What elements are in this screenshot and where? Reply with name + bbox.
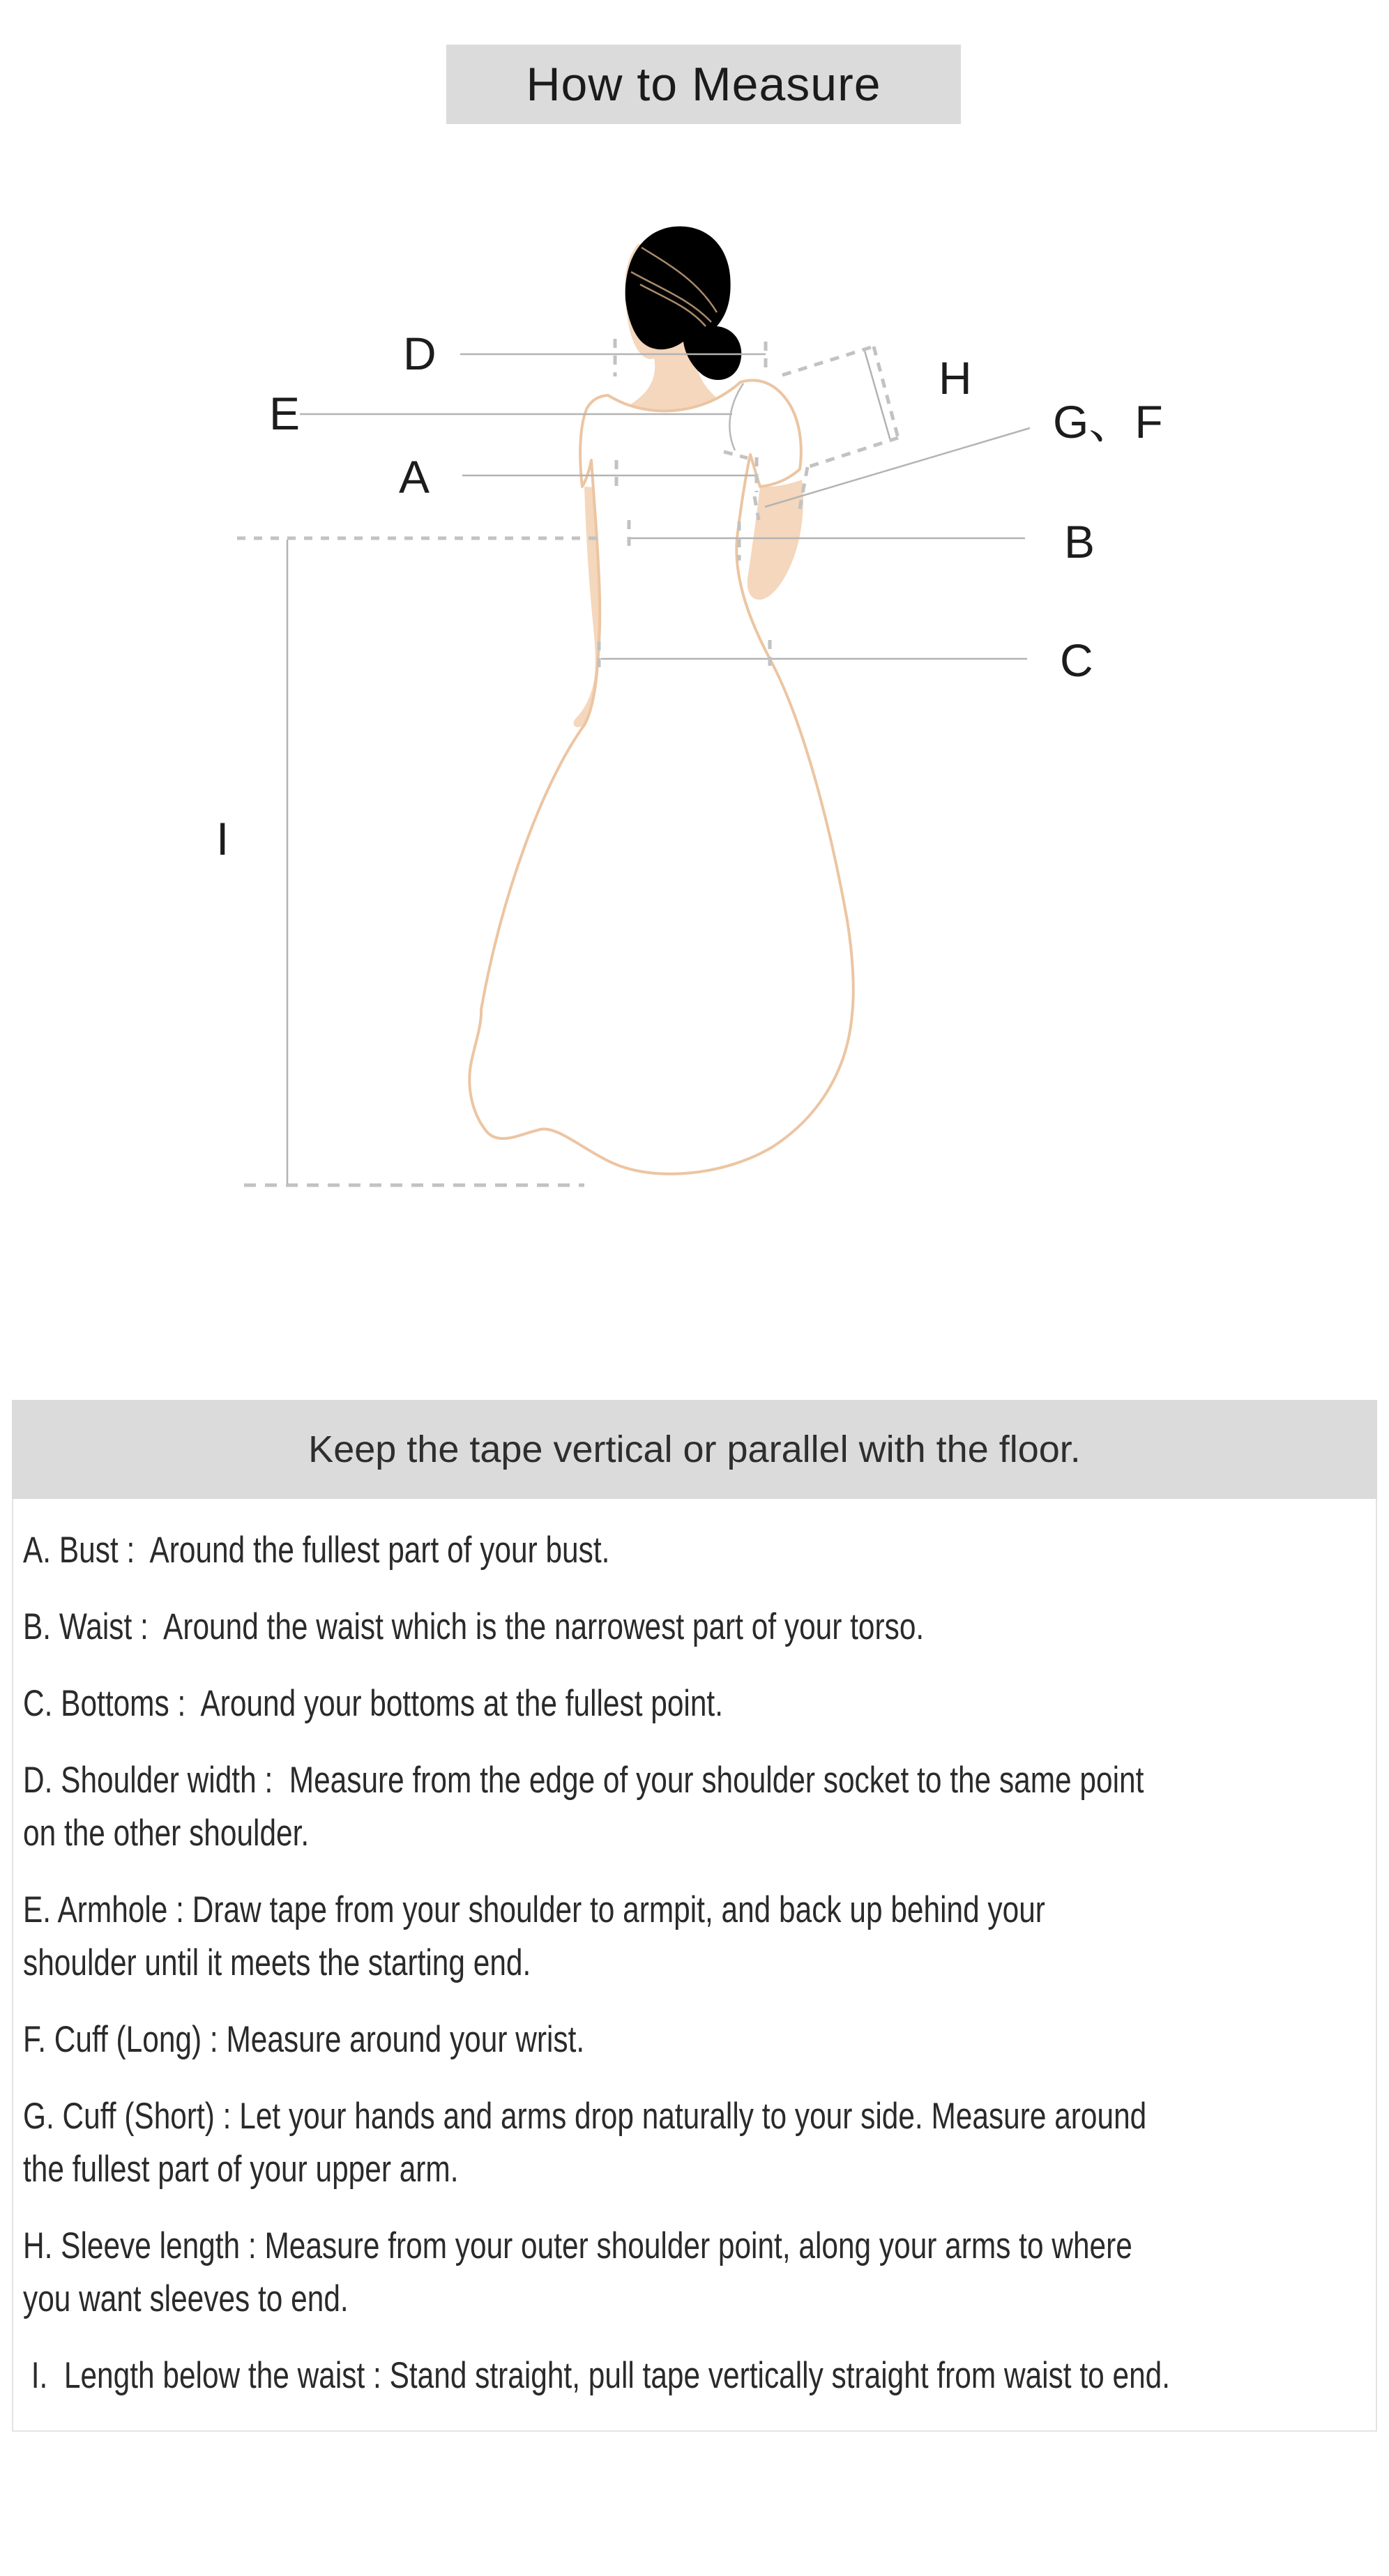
measurement-figure-illustration — [0, 0, 1389, 1227]
page-title: How to Measure — [526, 58, 881, 111]
measurement-instructions — [12, 1400, 1377, 2432]
measure-item-length-below-waist: I. Length below the waist : Stand straight, pull tape vertically straight from waist to end. — [23, 2355, 1171, 2396]
measure-item-bottoms: C. Bottoms : Around your bottoms at the fullest point. — [23, 1683, 723, 1724]
label-G-F: G、F — [1053, 396, 1163, 448]
measure-item-shoulder-width: D. Shoulder width : Measure from the edge of your shoulder socket to the same point on the other shoulder. — [23, 1760, 1144, 1854]
label-A: A — [399, 451, 430, 503]
label-E: E — [269, 388, 301, 439]
measure-item-waist: B. Waist : Around the waist which is the narrowest part of your torso. — [23, 1606, 925, 1647]
label-I: I — [216, 813, 229, 864]
instruction-header-bar — [12, 1400, 1377, 1499]
measure-item-armhole: E. Armhole : Draw tape from your shoulder to armpit, and back up behind your shoulder until it meets the starting end. — [23, 1889, 1045, 1983]
label-C: C — [1060, 634, 1093, 686]
measure-item-cuff-long: F. Cuff (Long) : Measure around your wrist. — [23, 2019, 585, 2060]
measure-item-cuff-short: G. Cuff (Short) : Let your hands and arms drop naturally to your side. Measure around the fullest part of your upper arm. — [23, 2096, 1147, 2190]
label-B: B — [1064, 516, 1095, 567]
label-D: D — [403, 328, 437, 379]
measure-item-sleeve-length: H. Sleeve length : Measure from your outer shoulder point, along your arms to where you want sleeves to end. — [23, 2225, 1132, 2319]
instruction-list — [12, 1499, 1377, 2432]
measure-item-bust: A. Bust : Around the fullest part of your bust. — [23, 1530, 610, 1571]
instruction-header-text: Keep the tape vertical or parallel with the floor. — [308, 1428, 1081, 1470]
label-H: H — [939, 352, 972, 404]
